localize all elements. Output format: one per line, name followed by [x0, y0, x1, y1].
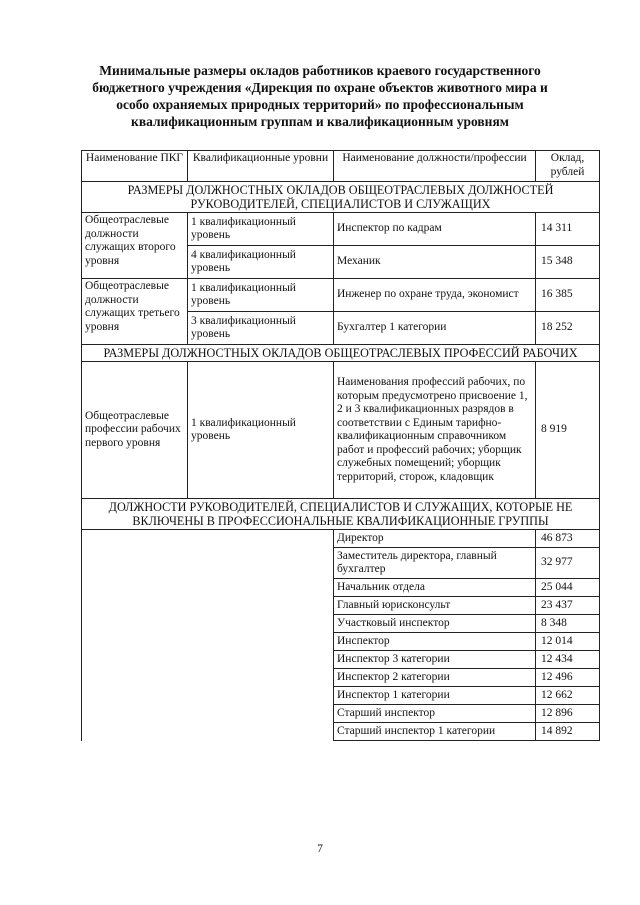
- salary-cell: 23 437: [536, 597, 600, 615]
- table-row: [82, 530, 600, 548]
- level-cell: 1 квалификационный уровень: [188, 213, 334, 246]
- pkg-cell: Общеотраслевые профессии рабочих первого уровня: [82, 362, 188, 499]
- salary-cell: 12 662: [536, 687, 600, 705]
- table-row: [82, 213, 600, 246]
- position-cell: Инженер по охране труда, экономист: [334, 279, 536, 312]
- position-cell: Инспектор 2 категории: [334, 669, 536, 687]
- salary-cell: 8 919: [536, 362, 600, 499]
- position-cell: Инспектор: [334, 633, 536, 651]
- level-cell: 1 квалификационный уровень: [188, 279, 334, 312]
- position-cell: Инспектор по кадрам: [334, 213, 536, 246]
- position-cell: Механик: [334, 246, 536, 279]
- salary-cell: 14 892: [536, 723, 600, 741]
- section-row: [82, 345, 600, 362]
- section-title: ДОЛЖНОСТИ РУКОВОДИТЕЛЕЙ, СПЕЦИАЛИСТОВ И СЛУЖАЩИХ, КОТОРЫЕ НЕ ВКЛЮЧЕНЫ В ПРОФЕССИОНАЛЬНЫЕ КВАЛИФИКАЦИОННЫЕ ГРУППЫ: [82, 499, 600, 530]
- header-pkg: Наименование ПКГ: [82, 151, 188, 182]
- table-row: [82, 279, 600, 312]
- position-cell: Наименования профессий рабочих, по которым предусмотрено присвоение 1, 2 и 3 квалификационных разрядов в соответствии с Единым тарифно-квалификационным справочником работ и профессий рабочих; уборщик служебных помещений; уборщик территорий, сторож, кладовщик: [334, 362, 536, 499]
- salary-cell: 15 348: [536, 246, 600, 279]
- salary-cell: 46 873: [536, 530, 600, 548]
- salary-cell: 12 496: [536, 669, 600, 687]
- salary-cell: 12 434: [536, 651, 600, 669]
- salary-table: [81, 150, 600, 741]
- section-row: [82, 182, 600, 213]
- position-cell: Заместитель директора, главный бухгалтер: [334, 548, 536, 579]
- level-cell: 1 квалификационный уровень: [188, 362, 334, 499]
- table-header-row: [82, 151, 600, 182]
- salary-cell: 32 977: [536, 548, 600, 579]
- title-line: Минимальные размеры окладов работников краевого государственного: [99, 63, 541, 78]
- section-title: РАЗМЕРЫ ДОЛЖНОСТНЫХ ОКЛАДОВ ОБЩЕОТРАСЛЕВЫХ ПРОФЕССИЙ РАБОЧИХ: [82, 345, 600, 362]
- section-title: РАЗМЕРЫ ДОЛЖНОСТНЫХ ОКЛАДОВ ОБЩЕОТРАСЛЕВЫХ ДОЛЖНОСТЕЙ РУКОВОДИТЕЛЕЙ, СПЕЦИАЛИСТОВ И СЛУЖАЩИХ: [82, 182, 600, 213]
- position-cell: Директор: [334, 530, 536, 548]
- header-position: Наименование должности/профессии: [334, 151, 536, 182]
- salary-cell: 14 311: [536, 213, 600, 246]
- title-line: бюджетного учреждения «Дирекция по охране объектов животного мира и: [92, 80, 548, 95]
- salary-cell: 18 252: [536, 312, 600, 345]
- salary-cell: 25 044: [536, 579, 600, 597]
- pkg-cell: Общеотраслевые должности служащих второго уровня: [82, 213, 188, 279]
- document-title: [60, 62, 580, 130]
- salary-cell: 8 348: [536, 615, 600, 633]
- empty-cell: [82, 530, 334, 741]
- section-row: [82, 499, 600, 530]
- salary-cell: 12 896: [536, 705, 600, 723]
- salary-cell: 12 014: [536, 633, 600, 651]
- position-cell: Бухгалтер 1 категории: [334, 312, 536, 345]
- position-cell: Начальник отдела: [334, 579, 536, 597]
- position-cell: Старший инспектор 1 категории: [334, 723, 536, 741]
- title-line: квалификационным группам и квалификационным уровням: [131, 114, 509, 129]
- pkg-cell: Общеотраслевые должности служащих третьего уровня: [82, 279, 188, 345]
- salary-cell: 16 385: [536, 279, 600, 312]
- level-cell: 4 квалификационный уровень: [188, 246, 334, 279]
- title-line: особо охраняемых природных территорий» по профессиональным: [116, 97, 524, 112]
- position-cell: Участковый инспектор: [334, 615, 536, 633]
- position-cell: Старший инспектор: [334, 705, 536, 723]
- position-cell: Инспектор 3 категории: [334, 651, 536, 669]
- position-cell: Инспектор 1 категории: [334, 687, 536, 705]
- table-row: [82, 362, 600, 499]
- header-levels: Квалификационные уровни: [188, 151, 334, 182]
- page-number: 7: [317, 843, 323, 855]
- level-cell: 3 квалификационный уровень: [188, 312, 334, 345]
- position-cell: Главный юрисконсульт: [334, 597, 536, 615]
- header-salary: Оклад, рублей: [536, 151, 600, 182]
